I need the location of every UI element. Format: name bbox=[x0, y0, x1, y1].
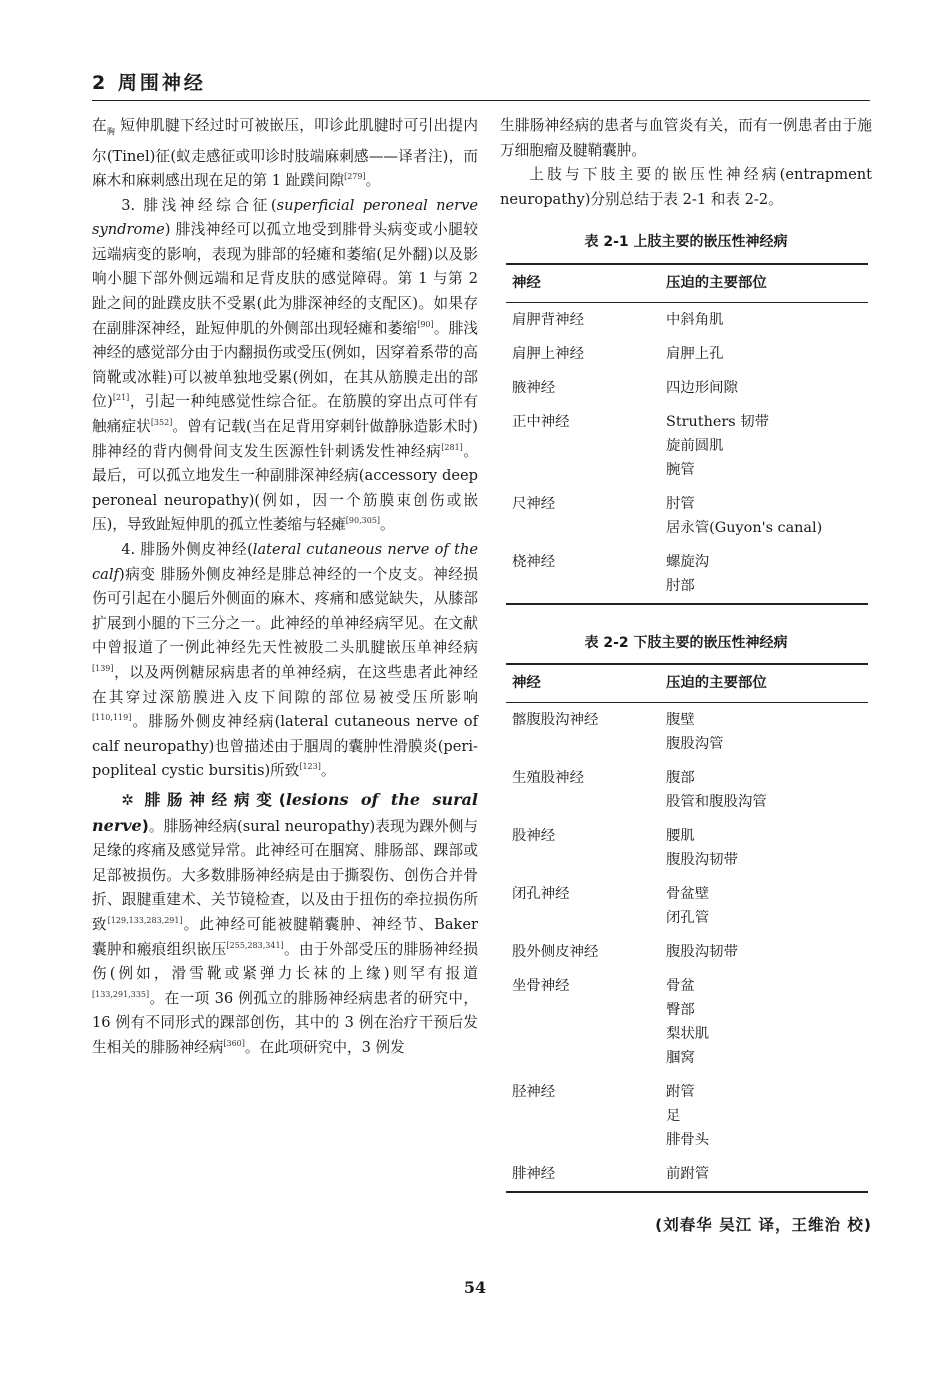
text: 。 bbox=[365, 172, 381, 190]
nerve-cell: 闭孔神经 bbox=[512, 885, 570, 902]
text: 在 bbox=[92, 117, 107, 134]
nerve-cell: 尺神经 bbox=[512, 495, 556, 512]
site-item: 肘管 bbox=[666, 495, 695, 512]
running-header: 2 周围神经 bbox=[92, 72, 206, 94]
text: 。腓浅神经的感觉部分由于内翻损伤或受压(例如，因穿着系带的高筒靴或冰鞋)可以被单独地受累(例如，在其从筋膜走出的部位) bbox=[92, 319, 478, 411]
table-row bbox=[506, 405, 868, 487]
site-item: 腓骨头 bbox=[666, 1131, 710, 1148]
site-cell bbox=[660, 1157, 868, 1192]
site-item: 跗管 bbox=[666, 1083, 695, 1100]
text: 。此神经可能被腱鞘囊肿、神经节、Baker 囊肿和瘢痕组织嵌压 bbox=[92, 915, 478, 958]
paragraph-continued: 生腓肠神经病的患者与血管炎有关，而有一例患者由于施万细胞瘤及腱鞘囊肿。 bbox=[500, 117, 872, 159]
section-heading: 4. 腓肠外侧皮神经( bbox=[121, 541, 253, 558]
site-item: 腹部 bbox=[666, 769, 695, 786]
text: 。在一项 36 例孤立的腓肠神经病患者的研究中，16 例有不同形式的踝部创伤，其中的 3 例在治疗干预后发生相关的腓肠神经病 bbox=[92, 989, 478, 1056]
site-item: 腹股沟管 bbox=[666, 735, 724, 752]
citation: [123] bbox=[299, 762, 321, 772]
nerve-cell: 坐骨神经 bbox=[512, 977, 570, 994]
table-row bbox=[506, 545, 868, 604]
table2-caption: 表 2-2 下肢主要的嵌压性神经病 bbox=[584, 634, 788, 651]
table1-body bbox=[506, 302, 868, 604]
text: 。在此项研究中，3 例发 bbox=[244, 1038, 405, 1056]
left-column bbox=[92, 114, 478, 1060]
table-row bbox=[506, 877, 868, 935]
nerve-cell: 桡神经 bbox=[506, 545, 660, 604]
text: 。最后，可以孤立地发生一种副腓深神经病(accessory deep peroneal neuropathy)(例如，因一个筋膜束创伤或嵌压)，导致趾短伸肌的孤立性萎缩与轻瘫 bbox=[92, 442, 478, 534]
site-item: 腹股沟韧带 bbox=[666, 943, 738, 960]
paragraph-lateral-cutaneous bbox=[92, 538, 478, 784]
text: ，引起一种纯感觉性综合征。在筋膜的穿出点可伴有触痛症状 bbox=[92, 393, 478, 436]
site-item: 梨状肌 bbox=[666, 1025, 710, 1042]
citation: [90] bbox=[417, 319, 434, 329]
text: 。曾有记载(当在足背用穿刺针做静脉造影术时)腓神经的背内侧骨间支发生医源性针刺诱发性神经病 bbox=[92, 418, 478, 460]
heading-close: ) bbox=[141, 816, 149, 835]
text: 。 bbox=[380, 516, 395, 534]
translator-credit: (刘春华 吴江 译，王维治 校) bbox=[655, 1215, 872, 1234]
flower-icon: ✲ bbox=[121, 790, 134, 809]
table-row bbox=[506, 487, 868, 545]
site-item: 腹股沟韧带 bbox=[666, 851, 738, 868]
table2-body bbox=[506, 702, 868, 1192]
table-row bbox=[506, 819, 868, 877]
site-cell bbox=[660, 877, 868, 935]
text: )病变 腓肠外侧皮神经是腓总神经的一个皮支。神经损伤可引起在小腿后外侧面的麻木、疼痛和感觉缺失，从膝部扩展到小腿的下三分之一。此神经的单神经病罕见。在文献中曾报道了一例此神经先天性被股二头肌腱嵌压单神经病 bbox=[92, 565, 478, 657]
text: ) 腓浅神经可以孤立地受到腓骨头病变或小腿较远端病变的影响，表现为腓部的轻瘫和萎缩(足外翻)以及影响小腿下部外侧远端和足背皮肤的感觉障碍。第 1 与第 2 趾之间的趾蹼皮肤不受累(此为腓深神经的支配区)。如果存在副腓深神经，趾短伸肌的外侧部出现轻瘫和萎缩 bbox=[92, 221, 478, 337]
site-item: 螺旋沟 bbox=[666, 553, 710, 570]
table-row bbox=[506, 371, 868, 405]
table-row bbox=[506, 1075, 868, 1157]
nerve-cell: 腓神经 bbox=[506, 1157, 660, 1192]
header-rule bbox=[92, 100, 870, 101]
site-cell bbox=[660, 371, 868, 405]
table1-caption: 表 2-1 上肢主要的嵌压性神经病 bbox=[584, 234, 788, 251]
table2-header-site: 压迫的主要部位 bbox=[660, 664, 868, 702]
text: 。腓肠外侧皮神经病(lateral cutaneous nerve of calf neuropathy)也曾描述由于腘周的囊肿性滑膜炎(peri-popliteal cystic bursitis)所致 bbox=[92, 713, 478, 780]
table-row bbox=[506, 969, 868, 1075]
citation: [352] bbox=[150, 418, 173, 428]
table2-header-nerve: 神经 bbox=[506, 664, 660, 702]
citation: [281] bbox=[441, 442, 463, 452]
table1-header-site: 压迫的主要部位 bbox=[660, 264, 868, 302]
citation: [110,119] bbox=[92, 713, 132, 723]
section-heading-en: superficial peroneal nerve syndrome bbox=[92, 196, 478, 239]
citation: [360] bbox=[223, 1039, 245, 1049]
text: 。 bbox=[320, 762, 336, 780]
table-lower-limb bbox=[506, 663, 868, 1193]
site-item: 腰肌 bbox=[666, 827, 695, 844]
table-row bbox=[506, 935, 868, 969]
citation: [255,283,341] bbox=[226, 940, 284, 950]
section-heading: 3. 腓浅神经综合征( bbox=[121, 196, 277, 214]
nerve-cell: 胫神经 bbox=[512, 1083, 556, 1100]
heading-cn: 腓肠神经病变( bbox=[137, 790, 286, 809]
site-item: 居永管(Guyon's canal) bbox=[666, 519, 823, 536]
site-item: 腕管 bbox=[666, 461, 695, 478]
site-item: 四边形间隙 bbox=[666, 379, 738, 396]
site-cell bbox=[660, 337, 868, 371]
site-item: 肘部 bbox=[666, 577, 695, 594]
nerve-cell: 正中神经 bbox=[512, 413, 570, 430]
table-upper-limb bbox=[506, 263, 868, 605]
nerve-cell: 生殖股神经 bbox=[512, 769, 584, 786]
site-cell bbox=[660, 487, 868, 545]
table-row bbox=[506, 337, 868, 371]
site-cell bbox=[660, 1075, 868, 1157]
site-item: 臀部 bbox=[666, 1001, 695, 1018]
site-cell bbox=[660, 702, 868, 761]
citation: [139] bbox=[92, 664, 114, 674]
nerve-cell: 肩胛背神经 bbox=[512, 311, 584, 328]
paragraph-tinel bbox=[92, 114, 478, 194]
text: 短伸肌腱下经过时可被嵌压，叩诊此肌腱时可引出提内尔(Tinel)征(蚁走感征或叩诊时肢端麻刺感——译者注)，而麻木和麻刺感出现在足的第 1 趾蹼间隙 bbox=[92, 117, 478, 190]
table1-header-nerve: 神经 bbox=[506, 264, 660, 302]
site-cell bbox=[660, 761, 868, 819]
site-item: 闭孔管 bbox=[666, 909, 710, 926]
text-sub: 胸 bbox=[106, 126, 116, 136]
citation: [90,305] bbox=[345, 516, 381, 526]
site-item: 骨盆 bbox=[666, 977, 695, 994]
paragraph-sural bbox=[92, 788, 478, 1061]
site-item: 股管和腹股沟管 bbox=[666, 793, 767, 810]
site-cell bbox=[660, 405, 868, 487]
paragraph-superficial-peroneal bbox=[92, 194, 478, 538]
text: ，以及两例糖尿病患者的单神经病，在这些患者此神经在其穿过深筋膜进入皮下间隙的部位易被受压所影响 bbox=[92, 663, 478, 706]
citation: [129,133,283,291] bbox=[107, 916, 183, 926]
table-row bbox=[506, 302, 868, 337]
site-item: 腹壁 bbox=[666, 711, 695, 728]
nerve-cell: 股神经 bbox=[512, 827, 556, 844]
site-item: 骨盆壁 bbox=[666, 885, 710, 902]
site-cell bbox=[660, 545, 868, 604]
site-cell bbox=[660, 302, 868, 337]
text: 。由于外部受压的腓肠神经损伤(例如，滑雪靴或紧弹力长袜的上缘)则罕有报道 bbox=[92, 940, 478, 983]
citation: [21] bbox=[112, 393, 130, 403]
table-row bbox=[506, 702, 868, 761]
right-column bbox=[500, 114, 872, 1237]
citation: [133,291,335] bbox=[92, 989, 150, 999]
site-item: 足 bbox=[666, 1107, 681, 1124]
site-item: 中斜角肌 bbox=[666, 311, 724, 328]
nerve-cell: 股外侧皮神经 bbox=[512, 943, 599, 960]
heading-en: lesions of the sural nerve bbox=[92, 789, 479, 835]
site-item: 腘窝 bbox=[666, 1049, 695, 1066]
site-item: 前跗管 bbox=[666, 1165, 710, 1182]
site-cell bbox=[660, 969, 868, 1075]
site-item: 肩胛上孔 bbox=[666, 345, 724, 362]
nerve-cell: 腋神经 bbox=[512, 379, 556, 396]
site-cell bbox=[660, 819, 868, 877]
site-cell bbox=[660, 935, 868, 969]
section-heading-en: lateral cutaneous nerve of the calf bbox=[92, 541, 478, 583]
table-row bbox=[506, 761, 868, 819]
citation: [279] bbox=[344, 172, 366, 182]
site-item: 旋前圆肌 bbox=[666, 437, 724, 454]
site-item: Struthers 韧带 bbox=[666, 413, 769, 430]
text: 。腓肠神经病(sural neuropathy)表现为踝外侧与足缘的疼痛及感觉异常。此神经可在腘窝、腓肠部、踝部或足部被损伤。大多数腓肠神经病是由于撕裂伤、创伤合并骨折、跟腱重建术、关节镜检查，以及由于扭伤的牵拉损伤所致 bbox=[92, 817, 478, 933]
paragraph-summary: 上肢与下肢主要的嵌压性神经病(entrapment neuropathy)分别总结于表 2-1 和表 2-2。 bbox=[500, 166, 872, 208]
table-row bbox=[506, 1157, 868, 1192]
page-number: 54 bbox=[463, 1278, 487, 1297]
nerve-cell: 髂腹股沟神经 bbox=[512, 711, 599, 728]
nerve-cell: 肩胛上神经 bbox=[512, 345, 584, 362]
